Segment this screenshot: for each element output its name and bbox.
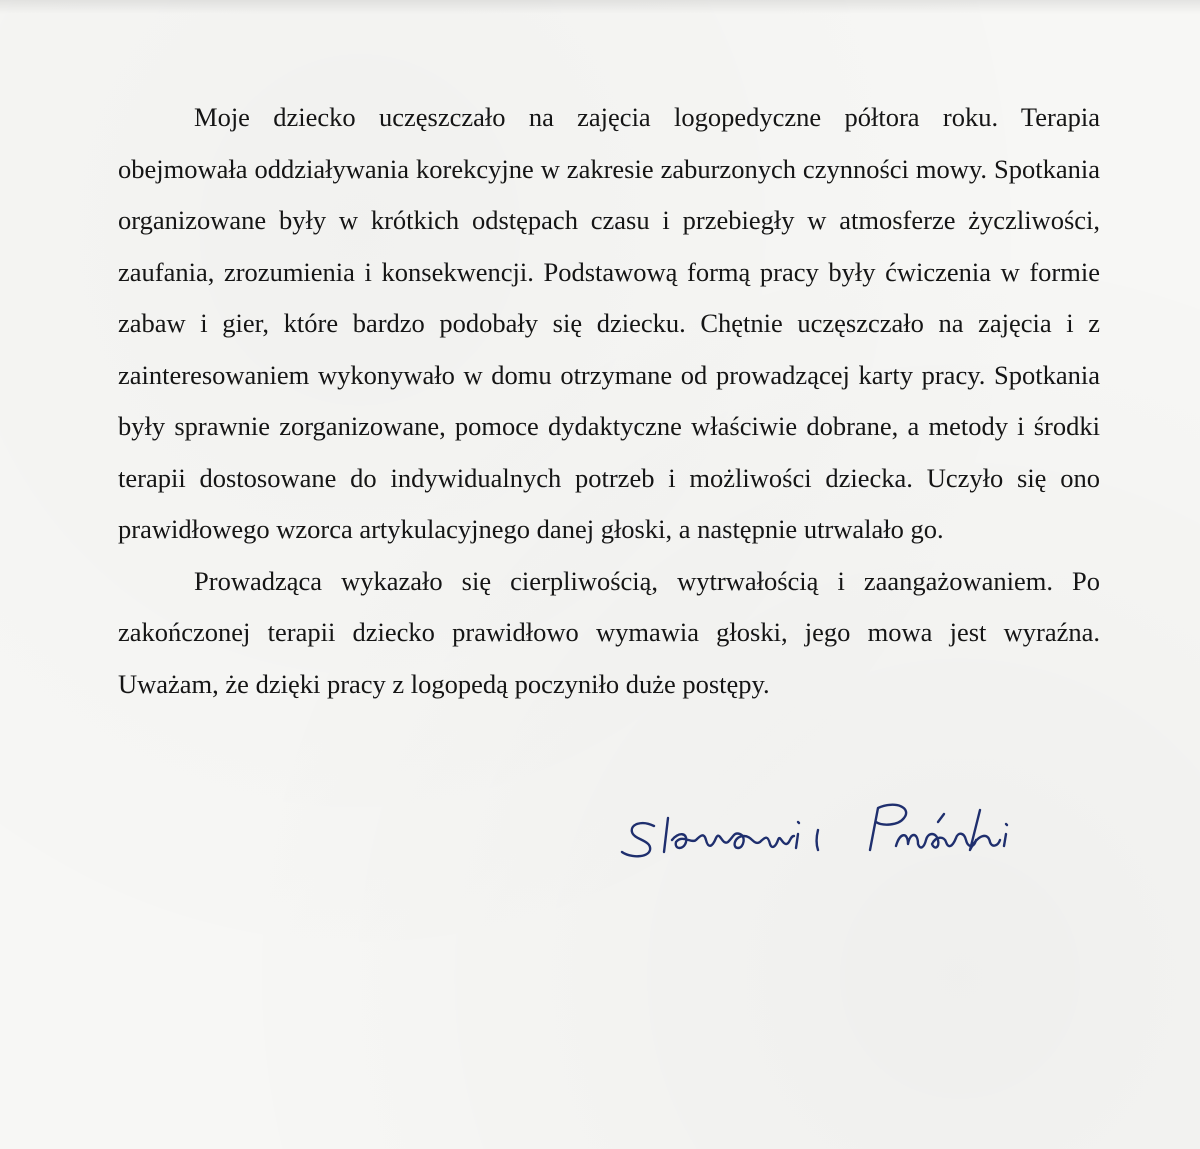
letter-body [118, 92, 1100, 710]
handwritten-signature [612, 770, 1052, 870]
signature-drawing [612, 770, 1052, 870]
paragraph-1: Moje dziecko uczęszczało na zajęcia logopedyczne półtora roku. Terapia obejmowała oddziaływania korekcyjne w zakresie zaburzonych czynności mowy. Spotkania organizowane były w krótkich odstępach czasu i przebiegły w atmosferze życzliwości, zaufania, zrozumienia i konsekwencji. Podstawową formą pracy były ćwiczenia w formie zabaw i gier, które bardzo podobały się dziecku. Chętnie uczęszczało na zajęcia i z zainteresowaniem wykonywało w domu otrzymane od prowadzącej karty pracy. Spotkania były sprawnie zorganizowane, pomoce dydaktyczne właściwie dobrane, a metody i środki terapii dostosowane do indywidualnych potrzeb i możliwości dziecka. Uczyło się ono prawidłowego wzorca artykulacyjnego danej głoski, a następnie utrwalało go. [118, 102, 1100, 544]
scan-edge-shadow [0, 0, 1200, 14]
paragraph-2: Prowadząca wykazało się cierpliwością, wytrwałością i zaangażowaniem. Po zakończonej terapii dziecko prawidłowo wymawia głoski, jego mowa jest wyraźna. Uważam, że dzięki pracy z logopedą poczyniło duże postępy. [118, 565, 1100, 699]
